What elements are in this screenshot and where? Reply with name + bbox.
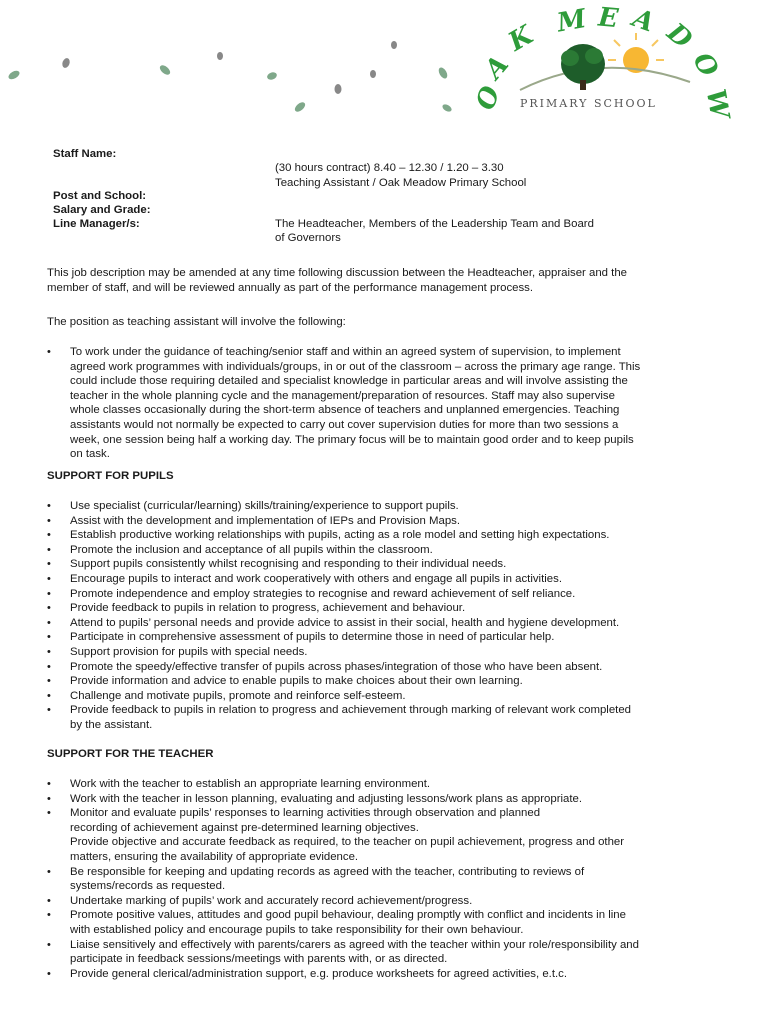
- bullet-icon: •: [47, 792, 51, 805]
- bullet-icon: •: [47, 894, 51, 907]
- bullet-icon: •: [47, 543, 51, 556]
- bullet-icon: •: [47, 909, 51, 922]
- post-label: Post and School:: [53, 190, 147, 202]
- salary-label: Salary and Grade:: [53, 204, 151, 216]
- list-item: • Provide information and advice to enable pupils to make choices about their own learning.: [47, 675, 523, 688]
- logo-letter: K: [503, 20, 539, 58]
- line-manager-label: Line Manager/s:: [53, 218, 140, 230]
- bullet-icon: •: [47, 572, 51, 585]
- list-item: • Provide general clerical/administration support, e.g. produce worksheets for agreed activities, e.t.c.: [47, 967, 568, 980]
- post-value: Teaching Assistant / Oak Meadow Primary School: [275, 177, 527, 189]
- staff-name-label: Staff Name:: [53, 148, 117, 160]
- support-pupils-list: [47, 499, 719, 733]
- list-item: • Work with the teacher in lesson planning, evaluating and adjusting lessons/work plans as appropriate.: [47, 792, 583, 805]
- list-item: • Liaise sensitively and effectively with parents/carers as agreed with the teacher within your role/responsibility and participate in feedback sessions/meetings with parents with, or as directed.: [47, 938, 639, 966]
- list-item: • Work with the teacher to establish an appropriate learning environment.: [47, 778, 431, 790]
- logo-letter: O: [686, 47, 724, 83]
- bullet-icon: •: [47, 602, 51, 615]
- position-intro: The position as teaching assistant will involve the following:: [47, 316, 346, 328]
- bullet-icon: •: [47, 616, 51, 629]
- logo-letter: D: [661, 17, 698, 56]
- logo-letter: O: [470, 82, 507, 114]
- list-item: • Promote positive values, attitudes and good pupil behaviour, dealing promptly with conflict and incidents in line with established policy and encourage pupils to take responsibility for their own behaviour.: [47, 909, 626, 936]
- list-item: • Support pupils consistently whilst recognising and responding to their individual needs.: [47, 558, 507, 571]
- logo-letter: M: [554, 4, 589, 39]
- bullet-icon: •: [47, 529, 51, 542]
- leaf-icon: [7, 41, 453, 114]
- logo-subtitle: PRIMARY SCHOOL: [520, 97, 657, 110]
- logo-letter: A: [628, 3, 658, 39]
- hours-value: (30 hours contract) 8.40 – 12.30 / 1.20 – 3.30: [275, 162, 504, 174]
- logo-letter: E: [597, 2, 620, 35]
- header-logo-art: [0, 0, 770, 135]
- bullet-icon: •: [47, 587, 51, 600]
- list-item: • Monitor and evaluate pupils’ responses to learning activities through observation and planned recording of achievement against pre-determined learning objectives. Provide objective and accurate feedback as required, to the teacher on pupil achievement, progress and other matters, ensuring the availability of appropriate evidence.: [47, 807, 625, 863]
- tree-icon: [561, 44, 605, 90]
- intro-line: member of staff, and will be reviewed annually as part of the performance management process.: [47, 281, 534, 294]
- bullet-icon: •: [47, 660, 51, 673]
- bullet-icon: •: [47, 938, 51, 951]
- general-duties-list: [47, 345, 719, 462]
- list-item: • Provide feedback to pupils in relation to progress and achievement through marking of relevant work completed by the assistant.: [47, 704, 631, 731]
- hill-line: [520, 68, 690, 90]
- list-item: • Promote the speedy/effective transfer of pupils across phases/integration of those who have been absent.: [47, 660, 603, 673]
- bullet-icon: •: [47, 778, 51, 790]
- list-item: • Promote independence and employ strategies to recognise and reward achievement of self reliance.: [47, 587, 576, 600]
- bullet-icon: •: [47, 807, 51, 820]
- bullet-icon: •: [47, 631, 51, 644]
- section-heading-pupils: SUPPORT FOR PUPILS: [47, 470, 174, 482]
- bullet-icon: •: [47, 704, 51, 717]
- list-item: • Attend to pupils’ personal needs and provide advice to assist in their social, health and hygiene development.: [47, 616, 620, 629]
- list-item: • Provide feedback to pupils in relation to progress, achievement and behaviour.: [47, 602, 466, 615]
- list-item: • Be responsible for keeping and updating records as agreed with the teacher, contributing to reviews of systems/records as requested.: [47, 865, 585, 893]
- list-item: • Participate in comprehensive assessment of pupils to determine those in need of particular help.: [47, 631, 555, 644]
- list-item: • Promote the inclusion and acceptance of all pupils within the classroom.: [47, 543, 433, 556]
- bullet-icon: •: [47, 675, 51, 688]
- intro-line: This job description may be amended at any time following discussion between the Headteacher, appraiser and the: [47, 267, 627, 279]
- list-item: • Undertake marking of pupils’ work and accurately record achievement/progress.: [47, 894, 473, 907]
- line-manager-value: The Headteacher, Members of the Leadership Team and Board: [275, 218, 594, 230]
- bullet-icon: •: [47, 514, 51, 527]
- line-manager-value-cont: of Governors: [275, 232, 341, 244]
- intro-paragraph: [47, 266, 719, 295]
- logo-letter: W: [699, 86, 735, 121]
- list-item: • Establish productive working relationships with pupils, acting as a role model and setting high expectations.: [47, 529, 610, 542]
- list-item: • Challenge and motivate pupils, promote and reinforce self-esteem.: [47, 689, 406, 702]
- bullet-icon: •: [47, 967, 51, 980]
- support-teacher-list: [47, 777, 719, 981]
- bullet-icon: •: [47, 558, 51, 571]
- list-item: • Assist with the development and implementation of IEPs and Provision Maps.: [47, 514, 461, 527]
- bullet-icon: •: [47, 865, 51, 878]
- bullet-icon: •: [47, 689, 51, 702]
- logo-letter: A: [479, 49, 515, 85]
- list-item: • Encourage pupils to interact and work cooperatively with others and engage all pupils in activities.: [47, 572, 562, 585]
- list-item: • Use specialist (curricular/learning) skills/training/experience to support pupils.: [47, 500, 459, 512]
- list-item: • Support provision for pupils with special needs.: [47, 645, 308, 658]
- bullet-icon: •: [47, 645, 51, 658]
- section-heading-teacher: SUPPORT FOR THE TEACHER: [47, 748, 214, 760]
- list-item: • To work under the guidance of teaching/senior staff and within an agreed system of supervision, to implement agreed work programmes with individuals/groups, in or out of the classroom – across the primary age range. This could include those requiring detailed and specialist knowledge in particular areas and will involve assisting the teacher in the whole planning cycle and the management/preparation of resources. Staff may also supervise whole classes occasionally during the short-term absence of teachers and unplanned emergencies. Teaching assistants would not normally be expected to carry out cover supervision duties for more than two sessions a week, one session being half a working day. The primary focus will be to maintain good order and to keep pupils on task.: [47, 346, 641, 461]
- bullet-icon: •: [47, 346, 51, 358]
- bullet-icon: •: [47, 500, 51, 512]
